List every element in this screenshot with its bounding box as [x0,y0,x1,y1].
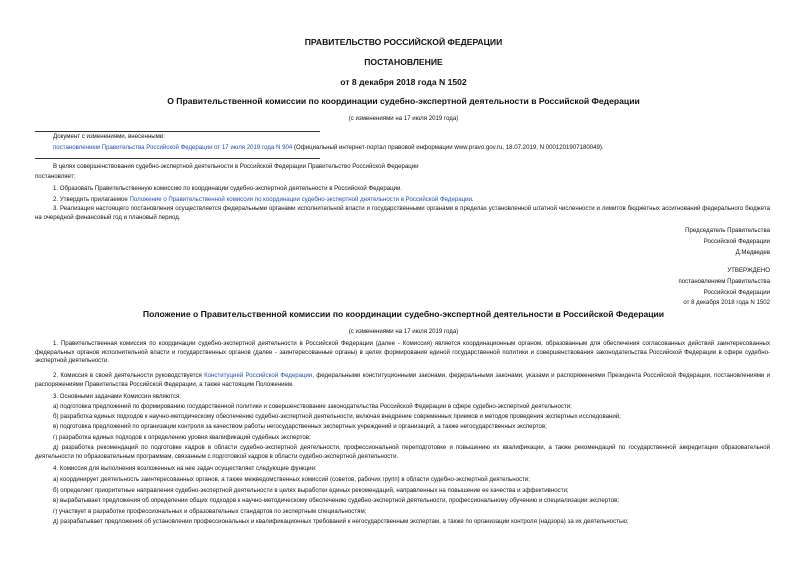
regulation-paragraph: 3. Основными задачами Комиссии являются: [53,393,182,400]
document-title: О Правительственной комиссии по координации судебно-экспертной деятельности в Российской Федерации [167,96,640,106]
list-item: а) подготовка предложений по формированию государственной политики и совершенствование законодательства Российской Федерации в сфере судебно-экспертной деятельности; [53,403,572,410]
list-item: г) участвует в разработке профессиональных и образовательных стандартов по экспертным специальностям; [53,508,367,515]
changes-note: (с изменениями на 17 июля 2019 года) [348,115,459,122]
signature-line: Председатель Правительства [685,227,770,234]
approved-line: от 8 декабря 2018 года N 1502 [683,299,770,306]
list-item: г) разработка единых подходов к определению уровня квалификаций судебных экспертов; [53,434,311,441]
document-type: ПОСТАНОВЛЕНИЕ [364,57,443,67]
amendment-link[interactable]: постановлением Правительства Российской Федерации от 17 июля 2019 года N 904 [53,144,293,151]
item-2: 2. Утвердить прилагаемое Положение о Правительственной комиссии по координации судебно-экспертной деятельности в Российской Федерации. [53,196,474,203]
approved-line: постановлением Правительства [678,278,770,285]
regulation-title: Положение о Правительственной комиссии по координации судебно-экспертной деятельности в Российской Федерации [142,309,665,319]
list-item: в) вырабатывает предложения об определении общих подходов к научно-методическому обеспечению судебно-экспертной деятельности, профессиональному обучению и специализации экспертов; [53,497,620,504]
list-item: в) подготовка предложений по организации контроля за качеством работы негосударственных экспертных учреждений и организаций, а также негосударственных экспертов; [53,423,547,430]
list-item: а) координирует деятельность заинтересованных органов, а также межведомственных комиссий (советов, рабочих групп) в области судебно-экспертной деятельности; [53,476,530,483]
item-1: 1. Образовать Правительственную комиссию по координации судебно-экспертной деятельности в Российской Федерации. [53,185,403,192]
changes-label: Документ с изменениями, внесенными: [53,133,165,140]
list-item: б) разработка единых подходов к научно-методическому обеспечению судебно-экспертной деятельности, включая внедрение современных приемов и методов проведения экспертных исследований; [53,413,621,420]
approved-line: Российской Федерации [703,289,770,296]
signature-name: Д.Медведев [735,249,770,256]
list-item: б) определяет приоритетные направления судебно-экспертной деятельности в целях выработки единых рекомендаций, направленных на повышение ее качества и эффективности; [53,487,569,494]
intro-line: постановляет: [35,173,76,180]
constitution-link[interactable]: Конституцией Российской Федерации [204,372,313,379]
regulation-paragraph: 4. Комиссия для выполнения возложенных на нее задач осуществляет следующие функции: [53,465,317,472]
divider [35,158,320,159]
regulation-paragraph: 2. Комиссия в своей деятельности руководствуется Конституцией Российской Федерации, федеральными конституционными законами, федеральными законами, указами и распоряжениями Президента Российской Федерации, постановлениями и распоряжениями Правительства Российской Федерации, а также настоящим Положением. [35,372,770,388]
list-item: д) разработка рекомендаций по подготовке кадров в области судебно-экспертной деятельности, профессиональной переподготовке и повышению их квалификации, а также рекомендаций по государственной аккредитации образовательной деятельности по образовательным программам, связанным с подготовкой кадров в области судебно-экспертной деятельности. [35,444,770,460]
regulation-paragraph: 1. Правительственная комиссия по координации судебно-экспертной деятельности в Российской Федерации (далее - Комиссия) является координационным органом, образованным для обеспечения согласованных действий заинтересованных федеральных органов исполнительной власти и государственных органов (далее - заинтересованные органы) в целях формирования единой государственной политики и совершенствования законодательства Российской Федерации в сфере судебно-экспертной деятельности. [35,340,770,365]
regulation-changes-note: (с изменениями на 17 июля 2019 года) [348,328,459,335]
regulation-link[interactable]: Положение о Правительственной комиссии по координации судебно-экспертной деятельности в Российской Федерации [129,196,472,203]
divider [35,131,320,132]
changes-source [53,144,604,152]
intro-line: В целях совершенствования судебно-экспертной деятельности в Российской Федерации Правительство Российской Федерации [53,163,419,170]
item-3: 3. Реализация настоящего постановления осуществляется федеральными органами исполнительной власти и государственными органами в пределах установленной штатной численности и лимитов бюджетных ассигнований федерального бюджета на очередной финансовый год и плановый период. [35,205,770,221]
signature-line: Российской Федерации [703,238,770,245]
document-date-number: от 8 декабря 2018 года N 1502 [340,77,467,87]
list-item: д) разрабатывает предложения об установлении профессиональных и квалификационных требований к негосударственным экспертам, а также по организации контроля (надзора) за их деятельностью; [53,518,629,525]
approved-stamp: УТВЕРЖДЕНО [727,267,770,274]
amendment-source-tail: (Официальный интернет-портал правовой информации www.pravo.gov.ru, 18.07.2019, N 0001201907180049). [292,144,604,151]
government-heading: ПРАВИТЕЛЬСТВО РОССИЙСКОЙ ФЕДЕРАЦИИ [304,37,503,47]
